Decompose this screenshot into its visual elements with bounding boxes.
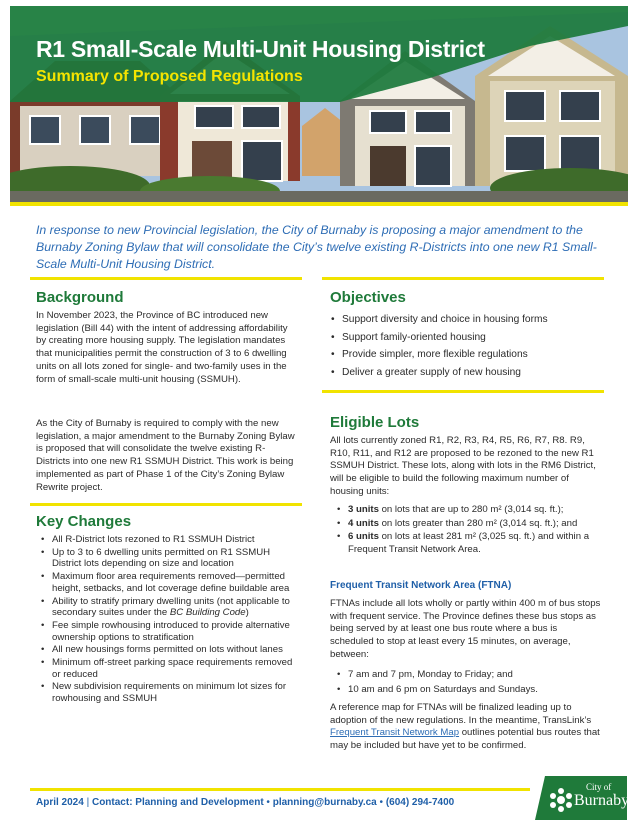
unit-condition: on lots greater than 280 m² (3,014 sq. ft.); and bbox=[378, 517, 578, 529]
background-divider bbox=[30, 277, 302, 280]
list-item bbox=[336, 531, 604, 556]
background-heading: Background bbox=[36, 289, 124, 306]
list-item: • 10 am and 6 pm on Saturdays and Sundays. bbox=[336, 684, 604, 697]
list-item bbox=[336, 504, 604, 517]
ftna-paragraph-2 bbox=[330, 702, 602, 753]
list-item: • Support family-oriented housing bbox=[330, 329, 602, 347]
key-changes-list bbox=[40, 534, 298, 706]
list-item bbox=[40, 596, 298, 619]
footer-bullet: • bbox=[376, 797, 386, 808]
unit-count: 3 units bbox=[348, 504, 379, 515]
background-paragraph-2: As the City of Burnaby is required to comply with the new legislation, a major amendment to the Burnaby Zoning Bylaw is proposed that will consolidate the twelve existing R-Districts into one new R1 SSMUH District. This work is being implemented as part of Phase 1 of the City’s Zoning Bylaw Rewrite project. bbox=[36, 418, 295, 493]
footer-separator: | bbox=[83, 797, 92, 808]
footer-contact bbox=[36, 797, 454, 808]
hero-banner bbox=[10, 6, 628, 202]
list-item bbox=[336, 518, 604, 531]
ftna-p2-text: A reference map for FTNAs will be finalized leading up to adoption of the new regulations. In the meantime, TransLink’s bbox=[330, 702, 592, 726]
list-item: • New subdivision requirements on minimum lot sizes for rowhousing and SSMUH bbox=[40, 681, 298, 704]
list-item: • Minimum off-street parking space requirements removed or reduced bbox=[40, 657, 298, 680]
logo-text-small: City of bbox=[586, 782, 612, 792]
ftna-heading: Frequent Transit Network Area (FTNA) bbox=[330, 580, 512, 591]
objectives-list bbox=[330, 311, 602, 381]
unit-condition: on lots that are up to 280 m² (3,014 sq. ft.); bbox=[378, 504, 564, 515]
list-item: • Provide simpler, more flexible regulations bbox=[330, 346, 602, 364]
unit-count: 6 units bbox=[348, 531, 379, 542]
footer-email[interactable]: planning@burnaby.ca bbox=[272, 797, 377, 808]
list-item: • All new housings forms permitted on lots without lanes bbox=[40, 644, 298, 656]
unit-condition: on lots at least 281 m² (3,025 sq. ft.) and within a Frequent Transit Network Area. bbox=[348, 531, 590, 555]
intro-text: In response to new Provincial legislation, the City of Burnaby is proposing a major amendment to the Burnaby Zoning Bylaw that will consolidate the City’s twelve existing R-Districts into one new R1 Small-Scale Multi-Unit Housing District. bbox=[36, 223, 597, 271]
unit-limits-list bbox=[336, 504, 604, 557]
eligible-lots-heading: Eligible Lots bbox=[330, 414, 420, 431]
objectives-heading: Objectives bbox=[330, 289, 406, 306]
list-item: • Maximum floor area requirements removed—permitted height, setbacks, and lot coverage define buildable area bbox=[40, 571, 298, 594]
list-item: • Support diversity and choice in housing forms bbox=[330, 311, 602, 329]
hero-divider bbox=[10, 202, 628, 206]
key-changes-heading: Key Changes bbox=[36, 513, 132, 530]
logo-text-big: Burnaby bbox=[574, 792, 630, 809]
list-item: • Fee simple rowhousing introduced to provide alternative ownership options to stratification bbox=[40, 620, 298, 643]
ftna-p2-text-end: outlines potential bus routes that may be included but have yet to be confirmed. bbox=[330, 727, 600, 752]
ftna-times-list bbox=[336, 669, 604, 698]
footer-contact-label: Contact: Planning and Development bbox=[91, 797, 264, 808]
page-subtitle: Summary of Proposed Regulations bbox=[36, 68, 303, 85]
background-paragraph-1: In November 2023, the Province of BC introduced new legislation (Bill 44) with the intent of addressing affordability by creating more housing supply. The legislation mandates that municipalities permit the construction of 3 to 6 dwelling units on all lots zoned for single- and two-family uses in the form of small-scale multi-unit housing (SSMUH). bbox=[36, 310, 288, 385]
key-changes-divider bbox=[30, 503, 302, 506]
stratify-close: ) bbox=[245, 607, 249, 619]
footer-date: April 2024 bbox=[36, 797, 84, 808]
list-item: • 7 am and 7 pm, Monday to Friday; and bbox=[336, 669, 604, 682]
list-item: • Up to 3 to 6 dwelling units permitted on R1 SSMUH District lots depending on size and location bbox=[40, 547, 298, 570]
stratify-code-name: BC Building Code bbox=[169, 607, 246, 619]
page-title: R1 Small-Scale Multi-Unit Housing District bbox=[36, 36, 485, 62]
stratify-text: Ability to stratify primary dwelling units (not applicable to secondary suites under the bbox=[52, 595, 290, 619]
list-item: • Deliver a greater supply of new housing bbox=[330, 364, 602, 382]
unit-count: 4 units bbox=[348, 517, 379, 529]
eligible-lots-text: All lots currently zoned R1, R2, R3, R4, R5, R6, R7, R8. R9, R10, R11, and R12 are proposed to be rezoned to the new R1 SSMUH District. These lots, along with lots in the RM6 District, will be eligible to build the following maximum number of housing units: bbox=[330, 435, 596, 497]
objectives-bottom-divider bbox=[322, 390, 604, 393]
footer-bullet: • bbox=[263, 797, 273, 808]
frequent-transit-network-map-link[interactable]: Frequent Transit Network Map bbox=[330, 727, 460, 739]
objectives-divider bbox=[322, 277, 604, 280]
footer-divider bbox=[30, 788, 530, 791]
footer-phone: (604) 294-7400 bbox=[385, 797, 455, 808]
ftna-paragraph-1: FTNAs include all lots wholly or partly within 400 m of bus stops with frequent service. The Province defines these bus stops as being served by at least one bus route where a bus is scheduled to stop at least every 15 minutes, on average, between: bbox=[330, 598, 601, 660]
list-item: • All R-District lots rezoned to R1 SSMUH District bbox=[40, 534, 298, 546]
